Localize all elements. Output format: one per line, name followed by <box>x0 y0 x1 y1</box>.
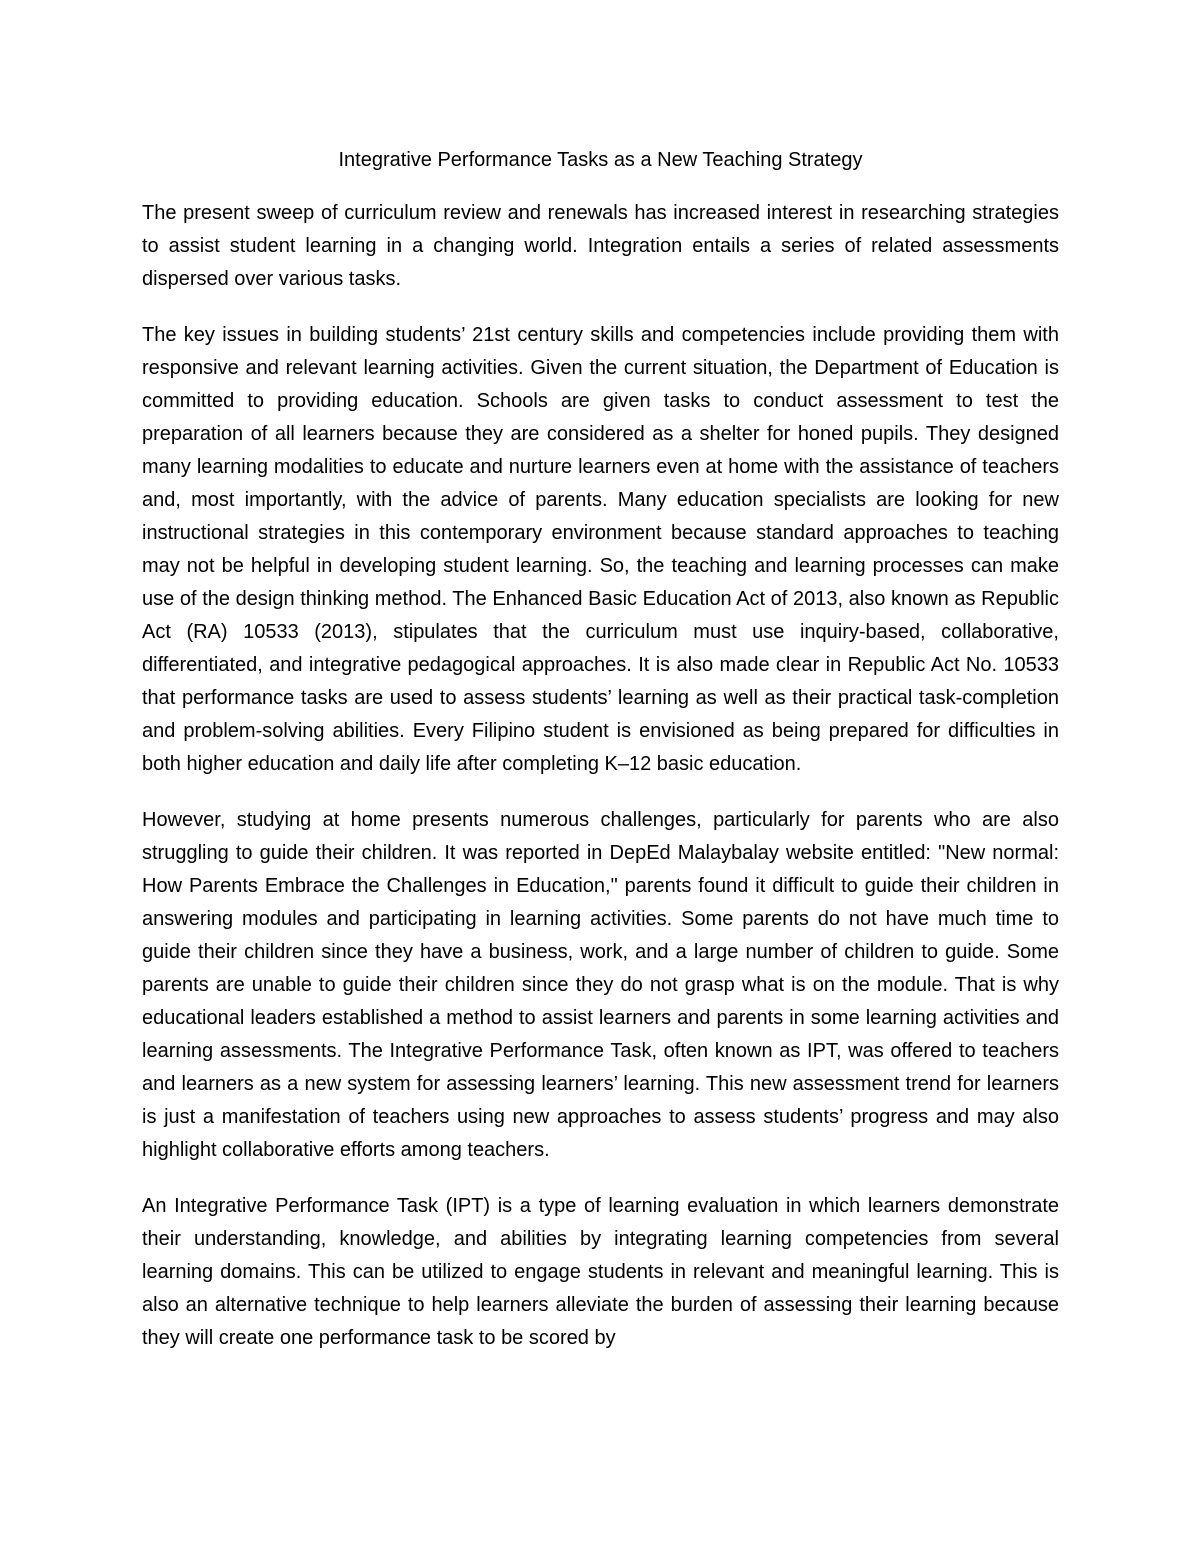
document-title: Integrative Performance Tasks as a New Teaching Strategy <box>338 149 863 171</box>
paragraph-challenges: However, studying at home presents numerous challenges, particularly for parents who are also struggling to guide their children. It was reported in DepEd Malaybalay website entitled: "New normal: How Parents Embrace the Challenges in Education," parents found it difficult to guide their children in answering modules and participating in learning activities. Some parents do not have much time to guide their children since they have a business, work, and a large number of children to guide. Some parents are unable to guide their children since they do not grasp what is on the module. That is why educational leaders established a method to assist learners and parents in some learning activities and learning assessments. The Integrative Performance Task, often known as IPT, was offered to teachers and learners as a new system for assessing learners’ learning. This new assessment trend for learners is just a manifestation of teachers using new approaches to assess students’ progress and may also highlight collaborative efforts among teachers. <box>142 809 1059 1161</box>
paragraph-intro: The present sweep of curriculum review and renewals has increased interest in researching strategies to assist student learning in a changing world. Integration entails a series of related assessments dispersed over various tasks. <box>142 202 1059 290</box>
paragraph-key-issues: The key issues in building students’ 21st century skills and competencies include providing them with responsive and relevant learning activities. Given the current situation, the Department of Education is committed to providing education. Schools are given tasks to conduct assessment to test the preparation of all learners because they are considered as a shelter for honed pupils. They designed many learning modalities to educate and nurture learners even at home with the assistance of teachers and, most importantly, with the advice of parents. Many education specialists are looking for new instructional strategies in this contemporary environment because standard approaches to teaching may not be helpful in developing student learning. So, the teaching and learning processes can make use of the design thinking method. The Enhanced Basic Education Act of 2013, also known as Republic Act (RA) 10533 (2013), stipulates that the curriculum must use inquiry-based, collaborative, differentiated, and integrative pedagogical approaches. It is also made clear in Republic Act No. 10533 that performance tasks are used to assess students’ learning as well as their practical task-completion and problem-solving abilities. Every Filipino student is envisioned as being prepared for difficulties in both higher education and daily life after completing K–12 basic education. <box>142 324 1059 775</box>
paragraph-ipt-definition: An Integrative Performance Task (IPT) is a type of learning evaluation in which learners demonstrate their understanding, knowledge, and abilities by integrating learning competencies from several learning domains. This can be utilized to engage students in relevant and meaningful learning. This is also an alternative technique to help learners alleviate the burden of assessing their learning because they will create one performance task to be scored by <box>142 1195 1059 1349</box>
